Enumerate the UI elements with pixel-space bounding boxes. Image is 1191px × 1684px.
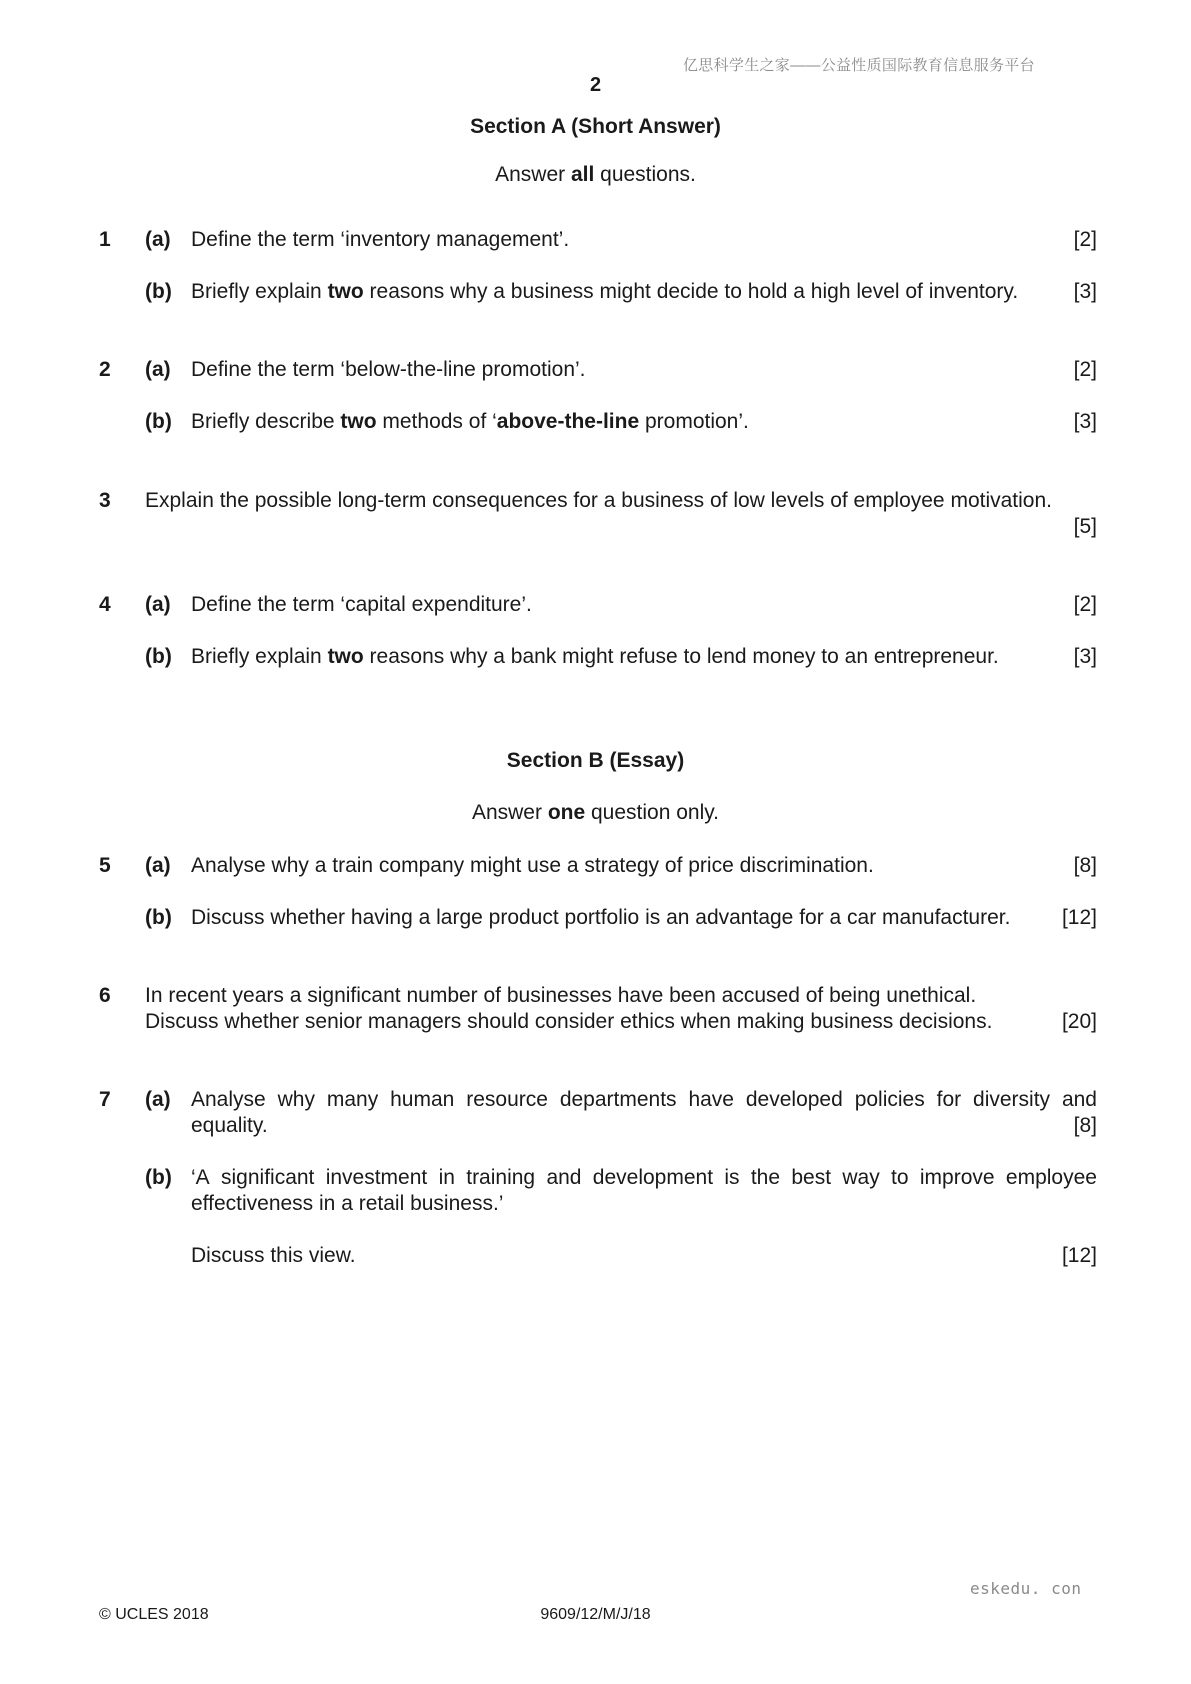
question-4-number: 4 bbox=[99, 593, 111, 616]
question-7a-label: (a) bbox=[145, 1088, 171, 1111]
section-a-title: Section A (Short Answer) bbox=[470, 115, 721, 138]
question-7a-marks: [8] bbox=[1073, 1114, 1097, 1137]
question-5b-text: Discuss whether having a large product portfolio is an advantage for a car manufacturer. bbox=[191, 906, 1011, 929]
question-1b-marks: [3] bbox=[1073, 280, 1097, 303]
question-5a-label: (a) bbox=[145, 854, 171, 877]
question-2a-marks: [2] bbox=[1073, 358, 1097, 381]
question-3-number: 3 bbox=[99, 489, 111, 512]
footer-paper-code: 9609/12/M/J/18 bbox=[540, 1606, 651, 1623]
question-1b-label: (b) bbox=[145, 280, 172, 303]
question-7b-label: (b) bbox=[145, 1166, 172, 1189]
question-6-line-2: Discuss whether senior managers should consider ethics when making business decisions. bbox=[145, 1010, 993, 1033]
question-6-marks: [20] bbox=[1061, 1010, 1097, 1033]
question-4a-text: Define the term ‘capital expenditure’. bbox=[191, 593, 532, 616]
question-6-number: 6 bbox=[99, 984, 111, 1007]
question-2a-text: Define the term ‘below-the-line promotion’. bbox=[191, 358, 586, 381]
question-1b-text: Briefly explain two reasons why a business might decide to hold a high level of inventory. bbox=[191, 280, 1019, 303]
question-7a-line-2: equality. bbox=[191, 1114, 268, 1137]
question-5b-marks: [12] bbox=[1061, 906, 1097, 929]
question-4b-text: Briefly explain two reasons why a bank might refuse to lend money to an entrepreneur. bbox=[191, 645, 999, 668]
footer-copyright: © UCLES 2018 bbox=[99, 1606, 209, 1623]
question-3-marks: [5] bbox=[1073, 515, 1097, 538]
question-1a-marks: [2] bbox=[1073, 228, 1097, 251]
question-2b-text: Briefly describe two methods of ‘above-the-line promotion’. bbox=[191, 410, 749, 433]
section-b-instruction: Answer one question only. bbox=[471, 801, 720, 824]
question-1a-label: (a) bbox=[145, 228, 171, 251]
question-2-number: 2 bbox=[99, 358, 111, 381]
question-2a-label: (a) bbox=[145, 358, 171, 381]
question-7b-marks: [12] bbox=[1061, 1244, 1097, 1267]
question-2b-marks: [3] bbox=[1073, 410, 1097, 433]
question-5b-label: (b) bbox=[145, 906, 172, 929]
question-2b-label: (b) bbox=[145, 410, 172, 433]
question-4b-label: (b) bbox=[145, 645, 172, 668]
question-1a-text: Define the term ‘inventory management’. bbox=[191, 228, 570, 251]
section-b-title: Section B (Essay) bbox=[506, 749, 685, 772]
question-7b-line-3: Discuss this view. bbox=[191, 1244, 356, 1267]
section-a-instruction: Answer all questions. bbox=[495, 163, 696, 186]
question-5a-text: Analyse why a train company might use a strategy of price discrimination. bbox=[191, 854, 874, 877]
question-5a-marks: [8] bbox=[1073, 854, 1097, 877]
question-7-number: 7 bbox=[99, 1088, 111, 1111]
question-4a-label: (a) bbox=[145, 593, 171, 616]
question-7b-line-2: effectiveness in a retail business.’ bbox=[191, 1192, 504, 1215]
question-3-text: Explain the possible long-term consequences for a business of low levels of employee motivation. bbox=[145, 489, 1052, 512]
question-5-number: 5 bbox=[99, 854, 111, 877]
question-4a-marks: [2] bbox=[1073, 593, 1097, 616]
question-6-line-1: In recent years a significant number of businesses have been accused of being unethical. bbox=[145, 984, 977, 1007]
question-1-number: 1 bbox=[99, 228, 111, 251]
page-number: 2 bbox=[589, 74, 602, 96]
header-watermark: 亿思科学生之家——公益性质国际教育信息服务平台 bbox=[683, 57, 1035, 74]
question-7b-line-1: ‘A significant investment in training and development is the best way to improve employee bbox=[191, 1166, 1097, 1189]
footer-watermark: eskedu. con bbox=[970, 1579, 1082, 1598]
question-4b-marks: [3] bbox=[1073, 645, 1097, 668]
question-7a-line-1: Analyse why many human resource departments have developed policies for diversity and bbox=[191, 1088, 1097, 1111]
